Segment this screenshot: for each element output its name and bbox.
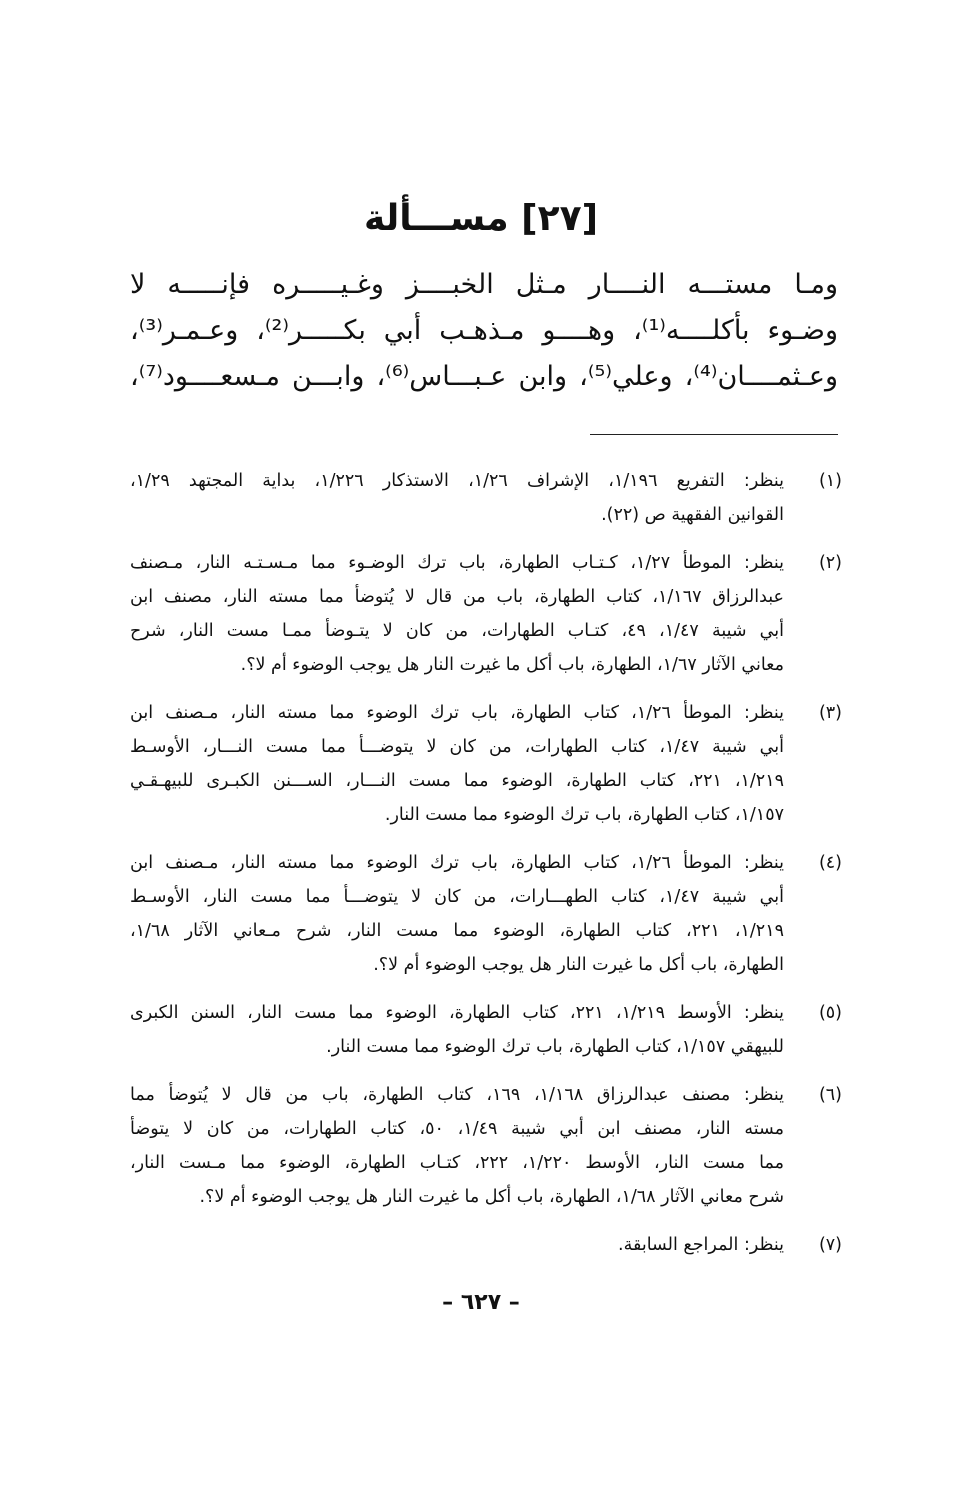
footnote-5 [130, 996, 842, 1064]
page-number: – ٦٢٧ – [442, 1290, 520, 1315]
footnote-number: (٤) [818, 853, 842, 873]
footnote-4 [130, 846, 842, 982]
footnote-line: للبيهقي ١/١٥٧، كتاب الطهارة، باب ترك الوضوء مما مست النار. [326, 1037, 784, 1057]
footnote-line: ١/٢١٩، ٢٢١، كتاب الطهارة، الوضوء مما مست النـــار، الســـنن الكبـرى للبيهـقـي [130, 771, 784, 791]
footnote-number: (٥) [818, 1003, 842, 1023]
footnote-line: أبي شيبة ١/٤٧، كتاب الطهـــارات، من كان لا يتوضـــأ مما مست النار، الأوسـط [130, 887, 784, 907]
footnote-line: ينظر: التفريع ١/١٩٦، الإشراف ١/٢٦، الاستذكار ١/٢٢٦، بداية المجتهد ١/٢٩، [130, 471, 784, 491]
paragraph-line: وعـثمــــان⁽⁴⁾، وعلي⁽⁵⁾، وابن عـبـــاس⁽⁶⁾، وابـــن مـسعــــود⁽⁷⁾، [130, 361, 838, 392]
footnote-line: ينظر: مصنف عبدالرزاق ١/١٦٨، ١٦٩، كتاب الطهارة، باب من قال لا يُتوضأ مما [130, 1085, 784, 1105]
footnote-3 [130, 696, 842, 832]
footnote-line: مسته النار، مصنف ابن أبي شيبة ١/٤٩، ٥٠، كتاب الطهارات، من كان لا يتوضأ [130, 1119, 784, 1139]
footnote-number: (١) [818, 471, 842, 491]
footnote-6 [130, 1078, 842, 1214]
main-paragraph [130, 262, 838, 400]
footnote-line: ينظر: المراجع السابقة. [618, 1235, 784, 1255]
footnote-line: ينظر: الموطأ ١/٢٦، كتاب الطهارة، باب ترك الوضوء مما مسته النار، مـصنف ابن [130, 853, 784, 873]
footnote-number: (٦) [818, 1085, 842, 1105]
footnote-separator [590, 434, 838, 435]
paragraph-line: ومـا مستـــه النــــار مـثل الخبــــز وغـيـــــره فإنـــــه لا [130, 269, 838, 300]
footnote-number: (٧) [818, 1235, 842, 1255]
footnote-2 [130, 546, 842, 682]
footnote-line: ١/١٥٧، كتاب الطهارة، باب ترك الوضوء مما مست النار. [384, 805, 784, 825]
section-heading: [٢٧] مســـألة [363, 198, 599, 239]
footnotes [130, 464, 842, 1276]
footnote-line: عبدالرزاق ١/١٦٧، كتاب الطهارة، باب من قال لا يُتوضأ مما مسته النار، مصنف ابن [130, 587, 784, 607]
footnote-line: ينظر: الأوسط ١/٢١٩، ٢٢١، كتاب الطهارة، الوضوء مما مست النار، السنن الكبرى [130, 1003, 784, 1023]
footnote-line: أبي شيبة ١/٤٧، ٤٩، كتـاب الطهارات، من كان لا يتـوضأ ممـا مست النار، شرح [130, 621, 784, 641]
footnote-line: ينظر: الموطأ ١/٢٦، كتاب الطهارة، باب ترك الوضوء مما مسته النار، مـصنف ابن [130, 703, 784, 723]
footnote-number: (٣) [818, 703, 842, 723]
footnote-7 [130, 1228, 842, 1262]
footnote-line: القوانين الفقهية ص (٢٢). [601, 505, 784, 525]
footnote-line: ١/٢١٩، ٢٢١، كتاب الطهارة، الوضوء مما مست النار، شرح مـعاني الآثار ١/٦٨، [130, 921, 784, 941]
footnote-line: مما مست النار، الأوسط ١/٢٢٠، ٢٢٢، كتـاب الطهارة، الوضوء مما مـست النار، [130, 1153, 784, 1173]
footnote-line: أبي شيبة ١/٤٧، كتاب الطهارات، من كان لا يتوضـــأ مما مست النـــار، الأوسـط [130, 737, 784, 757]
footnote-line: معاني الآثار ١/٦٧، الطهارة، باب أكل ما غيرت النار هل يوجب الوضوء أم لا؟. [240, 655, 784, 675]
footnote-1 [130, 464, 842, 532]
footnote-line: شرح معاني الآثار ١/٦٨، الطهارة، باب أكل ما غيرت النار هل يوجب الوضوء أم لا؟. [199, 1187, 784, 1207]
footnote-number: (٢) [818, 553, 842, 573]
footnote-line: الطهارة، باب أكل ما غيرت النار هل يوجب الوضوء أم لا؟. [373, 955, 784, 975]
footnote-line: ينظر: الموطأ ١/٢٧، كـتـاب الطهارة، باب ترك الوضـوء مما مـسـتـه النار، مـصنف [130, 553, 784, 573]
paragraph-line: وضـوء بأكلــــه⁽¹⁾، وهــــو مـذهـب أبي بكـــــر⁽²⁾، وعـمـر⁽³⁾، [130, 315, 838, 346]
